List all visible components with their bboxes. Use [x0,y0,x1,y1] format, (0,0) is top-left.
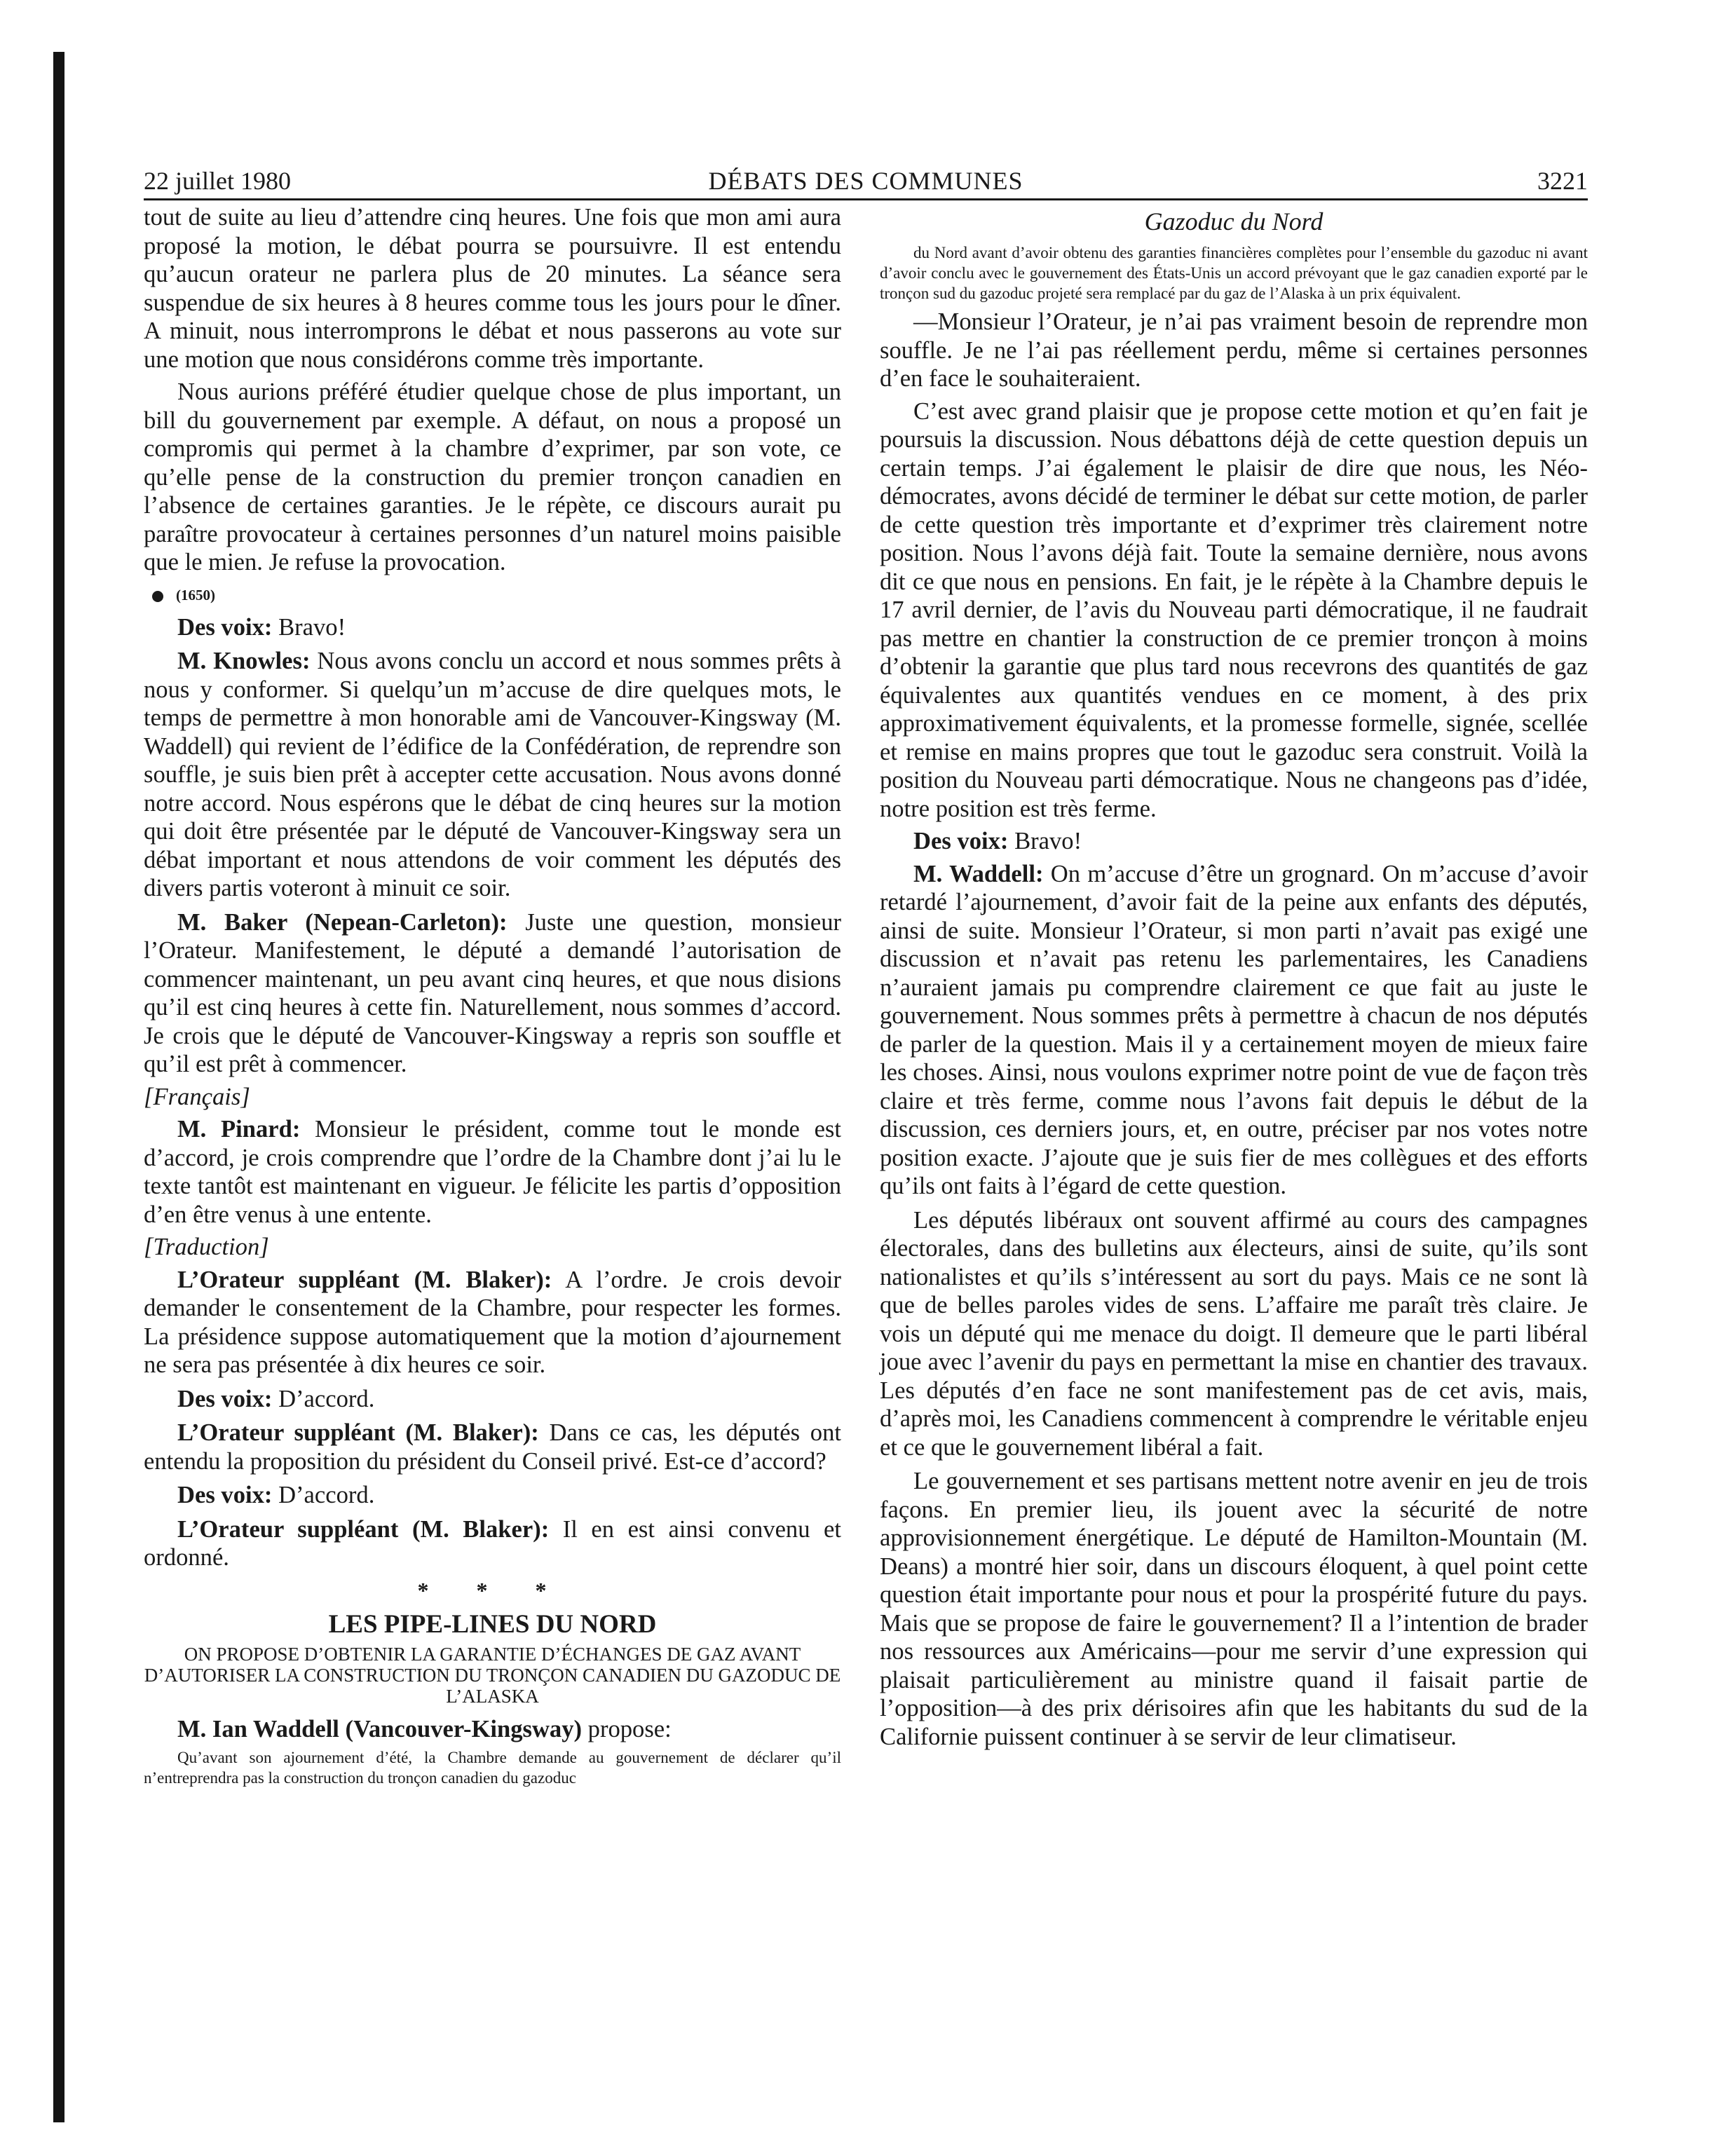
speech [144,647,841,903]
speaker-name: Des voix: [177,1482,273,1508]
speaker-name: M. Knowles: [177,648,311,674]
header-date: 22 juillet 1980 [144,167,291,195]
speech-text: A l’ordre. Je crois devoir demander le consentement de la Chambre, pour respecter les formes. La présidence suppose automatiquement que la motion d’ajournement ne sera pas présentée à dix heures ce soir. [144,1266,841,1378]
time-marker [144,581,841,609]
bullet-icon [152,591,163,602]
paragraph: Le gouvernement et ses partisans mettent notre avenir en jeu de trois façons. En premier lieu, ils jouent avec la sécurité de notre approvisionnement énergétique. Le député de Hamilton-Mountain (M. Deans) a montré hier soir, dans un discours éloquent, à quel point cette question était importante pour nous et pour la prospérité future du pays. Mais que se propose de faire le gouvernement? Il a l’intention de brader nos ressources aux Américains—pour me servir d’une expression qui plaisait particulièrement au ministre quand il faisait partie de l’opposition—à des prix dérisoires afin que les habitants du sud de la Californie puissent continuer à se servir de leur climatiseur. [880,1468,1588,1750]
speech-text: Nous avons conclu un accord et nous sommes prêts à nous y conformer. Si quelqu’un m’accuse de dire quelques mots, le temps de permettre à mon honorable ami de Vancouver-Kingsway (M. Waddell) qui revient de l’édifice de la Confédération, de reprendre son souffle, je suis bien prêt à accepter cette accusation. Nous avons donné notre accord. Nous espérons que le débat de cinq heures sur la motion qui doit être présentée par le député de Vancouver-Kingsway sera un débat important et nous attendons de voir comment les députés des divers partis voteront à minuit ce soir. [144,648,841,901]
speech [144,1266,841,1379]
language-marker: [Traduction] [144,1234,269,1260]
speaker-name: L’Orateur suppléant (M. Blaker): [177,1266,552,1293]
section-separator: * * * [417,1577,568,1603]
scan-edge [53,52,64,2122]
speaker-name: Des voix: [913,828,1009,854]
speech [144,1481,841,1510]
speech [144,908,841,1079]
speaker-name: M. Waddell: [913,860,1044,887]
speech-text: Il en est ainsi convenu et ordonné. [144,1515,841,1571]
speech-text: On m’accuse d’être un grognard. On m’accuse d’avoir retardé l’ajournement, d’avoir fait de la peine aux enfants des députés, ainsi de suite. Monsieur l’Orateur, si mon parti n’avait pas exigé une discussion et n’avait pas retenu les parlementaires, les Canadiens n’auraient jamais pu comprendre clairement ce que fait au juste le gouvernement. Nous sommes prêts à permettre à chacun de nos députés de parler de la question. Mais il y a certainement moyen de mieux faire les choses. Ainsi, nous voulons exprimer notre point de vue de façon très claire et très ferme, comme nous l’avons fait depuis le début de la discussion, ces derniers jours, et, en outre, préciser par nos votes notre position exacte. J’ajoute que je suis fier de mes collègues et des efforts qu’ils ont faits à l’égard de cette question. [880,860,1588,1199]
paragraph: —Monsieur l’Orateur, je n’ai pas vraiment besoin de reprendre mon souffle. Je ne l’ai pas réellement perdu, même si certaines personnes d’en face le souhaiteraient. [880,308,1588,392]
speech [144,1715,841,1744]
speech [144,1419,841,1475]
language-marker: [Français] [144,1083,250,1110]
speaker-name: M. Pinard: [177,1116,301,1142]
speaker-name: Des voix: [177,1385,273,1412]
speech [144,1385,841,1414]
speech [144,1515,841,1572]
motion-text: du Nord avant d’avoir obtenu des garanties financières complètes pour l’ensemble du gazoduc ni avant d’avoir conclu avec le gouvernement des États-Unis un accord prévoyant que le gaz canadien exporté par le tronçon sud du gazoduc projeté sera remplacé par du gaz de l’Alaska à un prix équivalent. [880,244,1588,302]
speaker-name: L’Orateur suppléant (M. Blaker): [177,1515,550,1543]
section-subtitle: ON PROPOSE D’OBTENIR LA GARANTIE D’ÉCHANGES DE GAZ AVANT D’AUTORISER LA CONSTRUCTION DU TRONÇON CANADIEN DU GAZODUC DE L’ALASKA [144,1643,841,1707]
motion-text: Qu’avant son ajournement d’été, la Chambre demande au gouvernement de déclarer qu’il n’entreprendra pas la construction du tronçon canadien du gazoduc [144,1749,841,1787]
left-column [144,203,841,1792]
speech-text: propose: [582,1715,672,1742]
speech [880,860,1588,1201]
speaker-name: M. Baker (Nepean-Carleton): [177,908,508,936]
page-number: 3221 [1537,167,1588,195]
speech [880,827,1588,856]
running-title: Gazoduc du Nord [1144,207,1324,236]
paragraph: Les députés libéraux ont souvent affirmé au cours des campagnes électorales, dans des bulletins aux électeurs, ainsi de suite, qu’ils sont nationalistes et qu’ils s’intéressent au sort du pays. Mais ce ne sont là que de belles paroles vides de sens. L’affaire me paraît très claire. Je vois un député qui me menace du doigt. Il demeure que le parti libéral joue avec l’avenir du pays en permettant la mise en chantier des travaux. Les députés d’en face ne sont manifestement pas de cet avis, mais, d’après moi, les Canadiens commencent à comprendre le véritable enjeu et ce que le gouvernement libéral a fait. [880,1206,1588,1461]
header-rule [144,198,1588,200]
paragraph: C’est avec grand plaisir que je propose cette motion et qu’en fait je poursuis la discussion. Nous débattons déjà de cette question depuis un certain temps. J’ai également le plaisir de dire que nous, les Néo-démocrates, avons décidé de terminer le débat sur cette motion, de parler de cette question très importante et d’exprimer très clairement notre position. Nous l’avons déjà fait. Toute la semaine dernière, nous avons dit ce que nous en pensions. En fait, je le répète à la Chambre depuis le 17 avril dernier, de l’avis du Nouveau parti démocratique, il ne faudrait pas mettre en chantier la construction de ce premier tronçon à moins d’obtenir la garantie que plus tard nous recevrons des quantités de gaz équivalentes aux quantités vendues en ce moment, à des prix approximativement équivalents, et la promesse formelle, signée, scellée et remise en mains propres que tout le gazoduc sera construit. Voilà la position du Nouveau parti démocratique. Nous ne changeons pas d’idée, notre position est très ferme. [880,397,1588,822]
speech-text: D’accord. [272,1482,375,1508]
paragraph: Nous aurions préféré étudier quelque chose de plus important, un bill du gouvernement par exemple. A défaut, on nous a proposé un compromis qui permet à la chambre d’exprimer, par son vote, ce qu’elle pense de la construction du premier tronçon canadien en l’absence de certaines garanties. Je le répète, ce discours aurait pu paraître provocateur à certaines personnes d’un naturel moins paisible que le mien. Je refuse la provocation. [144,378,841,575]
paragraph: tout de suite au lieu d’attendre cinq heures. Une fois que mon ami aura proposé la motion, le débat pourra se poursuivre. Il est entendu qu’aucun orateur ne parlera plus de 20 minutes. La séance sera suspendue de six heures à 8 heures comme tous les jours pour le dîner. A minuit, nous interromprons le débat et nous passerons au vote sur une motion que nous considérons comme très importante. [144,204,841,373]
right-column [880,203,1588,1755]
time-marker-text: (1650) [176,586,215,603]
speech-text: Dans ce cas, les députés ont entendu la proposition du président du Conseil privé. Est-ce d’accord? [144,1419,841,1475]
speaker-name: Des voix: [177,613,273,641]
speech [144,1115,841,1229]
speaker-name: M. Ian Waddell (Vancouver-Kingsway) [177,1715,583,1742]
speech-text: Bravo! [1008,828,1082,854]
header-title: DÉBATS DES COMMUNES [708,167,1023,195]
speech-text: Monsieur le président, comme tout le monde est d’accord, je crois comprendre que l’ordre de la Chambre dont j’ai lu le texte tantôt est maintenant en vigueur. Je félicite les partis d’opposition d’en être venus à une entente. [144,1116,841,1228]
speech-text: Juste une question, monsieur l’Orateur. Manifestement, le député a demandé l’autorisation de commencer maintenant, un peu avant cinq heures, et que nous disions qu’il est cinq heures à cette fin. Naturellement, nous sommes d’accord. Je crois que le député de Vancouver-Kingsway a repris son souffle et qu’il est prêt à commencer. [144,908,842,1077]
speech-text: Bravo! [272,613,346,641]
speaker-name: L’Orateur suppléant (M. Blaker): [177,1419,539,1446]
section-title: LES PIPE-LINES DU NORD [328,1609,657,1639]
speech [144,613,841,642]
speech-text: D’accord. [272,1385,375,1412]
page-header [144,164,1588,198]
